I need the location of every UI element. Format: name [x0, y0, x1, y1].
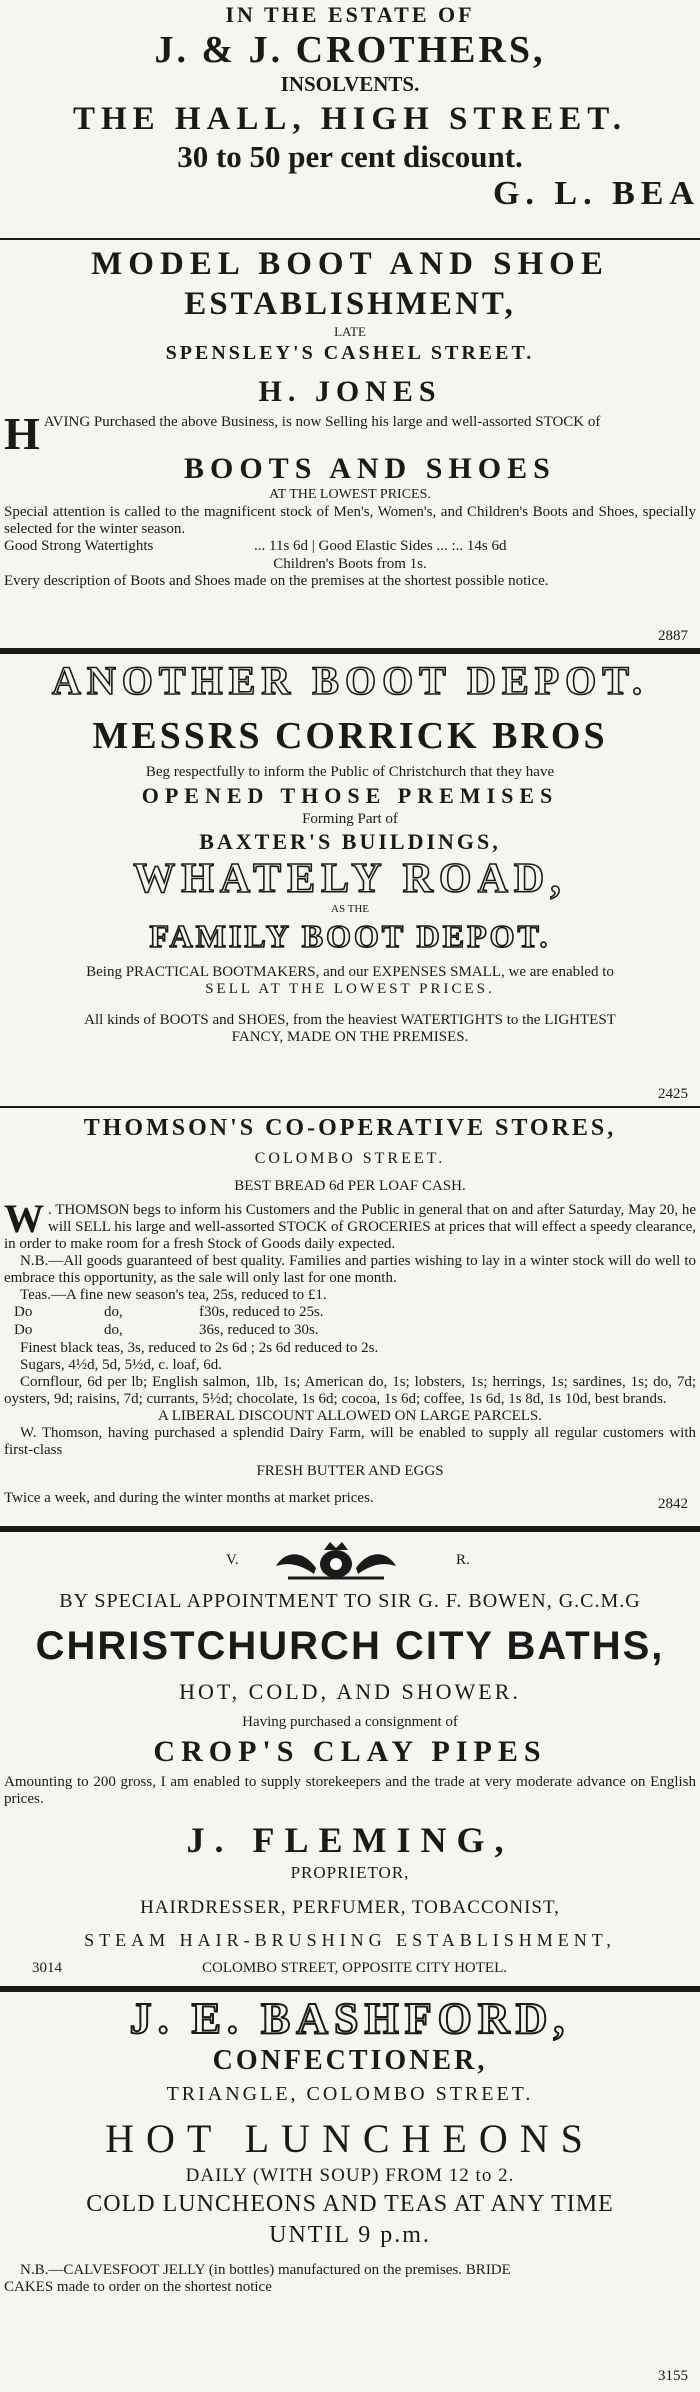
divider	[0, 238, 700, 240]
jones-heading-1: MODEL BOOT AND SHOE	[91, 246, 609, 282]
ditto-label: do,	[104, 1304, 123, 1320]
tea-price: 36s, reduced to 30s.	[199, 1322, 319, 1338]
bashford-address: TRIANGLE, COLOMBO STREET.	[166, 2083, 534, 2105]
jones-every: Every description of Boots and Shoes made on the premises at the shortest possible notice.	[4, 573, 549, 589]
bashford-hot: HOT LUNCHEONS	[105, 2116, 595, 2161]
crest-r: R.	[456, 1552, 470, 1568]
jones-ref-number: 2887	[658, 628, 688, 644]
thomson-intro	[4, 1196, 696, 1253]
baths-appointment: BY SPECIAL APPOINTMENT TO SIR G. F. BOWEN, G.C.M.G	[59, 1590, 641, 1612]
corrick-ref-number: 2425	[658, 1086, 688, 1102]
thomson-dairy: W. Thomson, having purchased a splendid Dairy Farm, will be enabled to supply all regular customers with first-class	[4, 1425, 696, 1458]
baths-fleming: J. FLEMING,	[186, 1820, 514, 1860]
thomson-drop-cap: W	[4, 1196, 44, 1241]
jones-name: H. JONES	[258, 375, 442, 408]
jones-late: LATE	[334, 324, 366, 339]
crothers-address: THE HALL, HIGH STREET.	[72, 101, 628, 137]
corrick-name: MESSRS CORRICK BROS	[92, 715, 608, 757]
jones-intro-text: AVING Purchased the above Business, is now Selling his large and well-assorted STOCK of	[43, 414, 601, 430]
bashford-until: UNTIL 9 p.m.	[269, 2222, 431, 2248]
thomson-intro-text: . THOMSON begs to inform his Customers and the Public in general that on and after Saturday, May 20, he will SELL his large and well-assorted STOCK of GROCERIES at prices that will effect a speedy clearance, in order to make room for a fresh Stock of Goods daily expected.	[4, 1202, 696, 1252]
corrick-road: WHATELY ROAD,	[133, 856, 567, 902]
baths-name: CHRISTCHURCH CITY BATHS,	[35, 1624, 665, 1668]
baths-steam: STEAM HAIR-BRUSHING ESTABLISHMENT,	[84, 1930, 616, 1950]
baths-amounting: Amounting to 200 gross, I am enabled to supply storekeepers and the trade at very moderate advance on English prices.	[4, 1774, 696, 1807]
crothers-signature: G. L. BEA	[492, 175, 700, 212]
jones-special: Special attention is called to the magnificent stock of Men's, Women's, and Children's Boots and Shoes, specially selected for the winter season.	[4, 504, 696, 537]
tea-price: f30s, reduced to 25s.	[199, 1304, 324, 1320]
crest-v: V.	[226, 1552, 239, 1568]
thomson-ref-number: 2842	[658, 1496, 688, 1512]
baths-types: HOT, COLD, AND SHOWER.	[179, 1679, 521, 1704]
bashford-daily: DAILY (WITH SOUP) FROM 12 to 2.	[185, 2165, 515, 2186]
jones-price-line	[4, 538, 696, 556]
baths-pipes: CROP'S CLAY PIPES	[153, 1735, 547, 1768]
divider	[0, 1106, 700, 1108]
jones-children: Children's Boots from 1s.	[273, 556, 427, 572]
ditto-label: Do	[14, 1322, 33, 1338]
corrick-allkinds: All kinds of BOOTS and SHOES, from the heaviest WATERTIGHTS to the LIGHTEST	[84, 1012, 616, 1028]
crothers-ad	[4, 2, 700, 214]
thomson-cornflour: Cornflour, 6d per lb; English salmon, 1lb, 1s; American do, 1s; lobsters, 1s; herrings, 1s; sardines, 1s; do, 7d; oysters, 9d; raisins, 7d; currants, 5½d; chocolate, 1s 6d; cocoa, 1s 6d; coffee, 1s 6d, 1s 8d, 1s 10d, best brands.	[4, 1374, 696, 1407]
jones-drop-cap: H	[4, 408, 40, 459]
crothers-insolvents: INSOLVENTS.	[280, 72, 420, 96]
jones-ad	[4, 244, 696, 590]
corrick-fancy: FANCY, MADE ON THE PREMISES.	[231, 1029, 469, 1045]
jones-intro	[4, 408, 696, 459]
corrick-sell: SELL AT THE LOWEST PRICES.	[205, 981, 495, 997]
corrick-practical: Being PRACTICAL BOOTMAKERS, and our EXPENSES SMALL, we are enabled to	[86, 964, 614, 980]
corrick-forming: Forming Part of	[302, 811, 398, 827]
thomson-twice: Twice a week, and during the winter months at market prices.	[4, 1490, 374, 1506]
thomson-teas-3	[4, 1322, 696, 1340]
jones-watertights-price: ... 11s 6d | Good Elastic Sides ... :.. 14s 6d	[254, 538, 507, 554]
thomson-sugars: Sugars, 4½d, 5d, 5½d, c. loaf, 6d.	[20, 1357, 223, 1373]
thomson-nb: N.B.—All goods guaranteed of best quality. Families and parties wishing to lay in a winter stock will do well to embrace this opportunity, as the sale will only last for one month.	[4, 1253, 696, 1286]
corrick-depot: FAMILY BOOT DEPOT.	[149, 918, 551, 954]
baths-trades: HAIRDRESSER, PERFUMER, TOBACCONIST,	[140, 1897, 560, 1918]
bashford-cold: COLD LUNCHEONS AND TEAS AT ANY TIME	[86, 2191, 614, 2217]
corrick-ad	[4, 656, 696, 1046]
thomson-black: Finest black teas, 3s, reduced to 2s 6d ; 2s 6d reduced to 2s.	[20, 1340, 379, 1356]
crothers-name: J. & J. CROTHERS,	[154, 29, 546, 71]
baths-ref-number: 3014	[32, 1960, 62, 1976]
royal-coat-of-arms-icon	[266, 1538, 406, 1582]
bashford-ad	[4, 1994, 696, 2296]
jones-prices: AT THE LOWEST PRICES.	[269, 487, 431, 502]
thomson-teas-1: Teas.—A fine new season's tea, 25s, reduced to £1.	[20, 1287, 327, 1303]
royal-arms-row	[4, 1538, 696, 1584]
jones-heading-2: ESTABLISHMENT,	[184, 286, 516, 322]
jones-street: SPENSLEY'S CASHEL STREET.	[165, 342, 535, 364]
thomson-bread: BEST BREAD 6d PER LOAF CASH.	[234, 1178, 466, 1194]
jones-watertights-label: Good Strong Watertights	[4, 538, 154, 554]
bashford-nb: N.B.—CALVESFOOT JELLY (in bottles) manufactured on the premises. BRIDE	[20, 2262, 511, 2278]
thomson-teas-2	[4, 1304, 696, 1322]
corrick-heading: ANOTHER BOOT DEPOT.	[52, 658, 648, 703]
corrick-opened: OPENED THOSE PREMISES	[141, 783, 559, 808]
divider	[0, 648, 700, 654]
bashford-ref-number: 3155	[658, 2368, 688, 2384]
thomson-street: COLOMBO STREET.	[254, 1150, 446, 1167]
corrick-as-the: AS THE	[331, 903, 369, 915]
divider	[0, 1526, 700, 1532]
baths-proprietor: PROPRIETOR,	[290, 1863, 410, 1882]
thomson-discount: A LIBERAL DISCOUNT ALLOWED ON LARGE PARCELS.	[157, 1408, 543, 1424]
thomson-ad	[4, 1112, 696, 1507]
thomson-heading: THOMSON'S CO-OPERATIVE STORES,	[83, 1115, 617, 1141]
baths-having: Having purchased a consignment of	[242, 1714, 458, 1730]
corrick-baxter: BAXTER'S BUILDINGS,	[199, 829, 501, 854]
crothers-estate-line: IN THE ESTATE OF	[225, 2, 475, 27]
divider	[0, 1986, 700, 1992]
crothers-discount: 30 to 50 per cent discount.	[177, 139, 523, 174]
ditto-label: do,	[104, 1322, 123, 1338]
jones-goods: BOOTS AND SHOES	[184, 452, 556, 485]
baths-address: COLOMBO STREET, OPPOSITE CITY HOTEL.	[202, 1960, 507, 1976]
ditto-label: Do	[14, 1304, 33, 1320]
bashford-trade: CONFECTIONER,	[212, 2045, 488, 2076]
thomson-butter: FRESH BUTTER AND EGGS	[256, 1463, 444, 1479]
bashford-cakes: CAKES made to order on the shortest notice	[4, 2279, 272, 2295]
corrick-beg: Beg respectfully to inform the Public of Christchurch that they have	[145, 764, 555, 780]
bashford-name: J. E. BASHFORD,	[129, 1994, 571, 2043]
